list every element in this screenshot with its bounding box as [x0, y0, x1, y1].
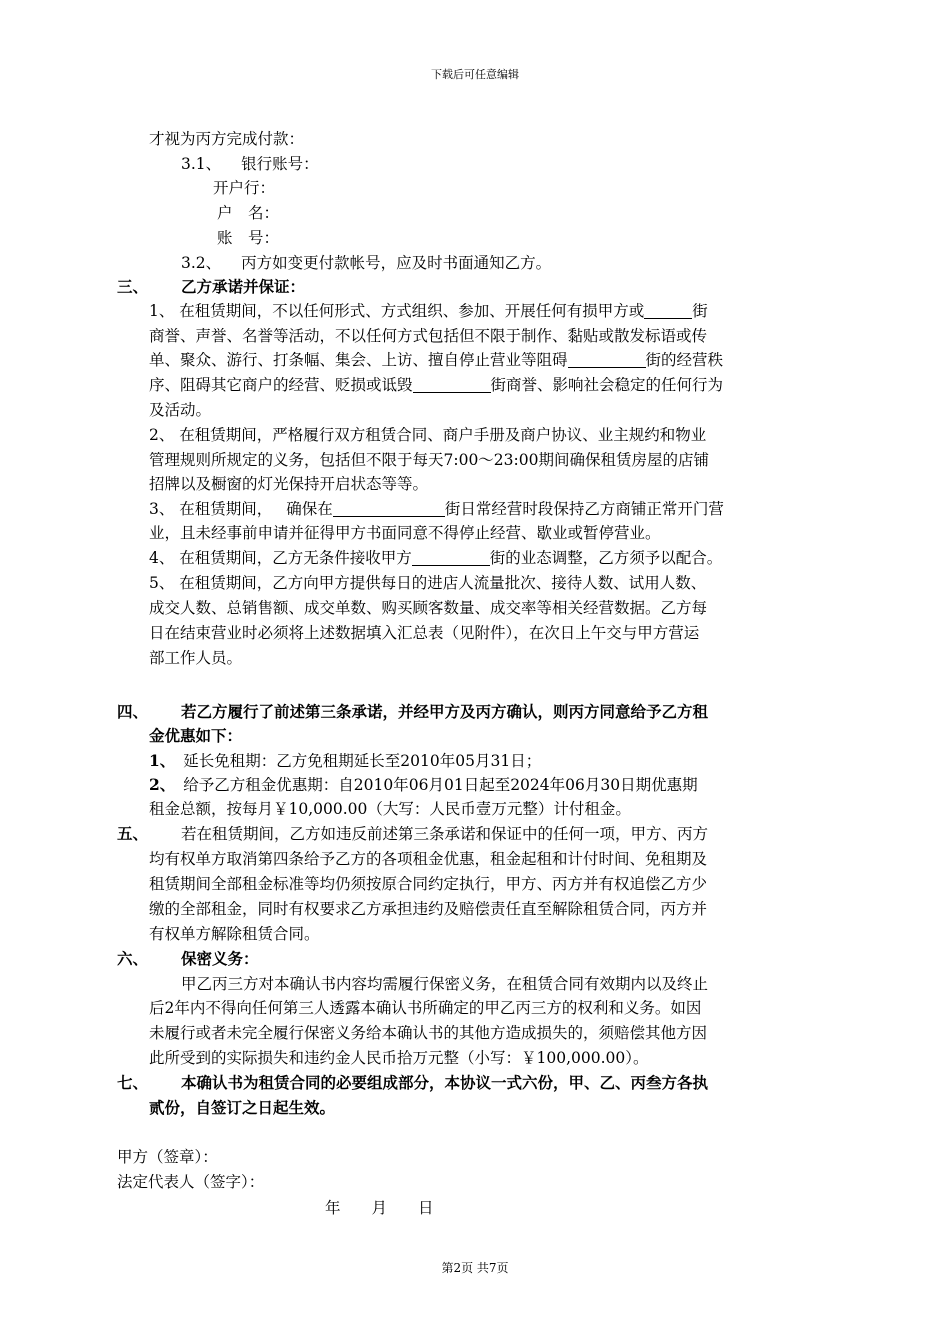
s7-line2: 贰份，自签订之日起生效。 — [149, 1098, 336, 1117]
s6-line4: 此所受到的实际损失和违约金人民币拾万元整（小写：￥100,000.00）。 — [149, 1049, 649, 1067]
s3-p2-line1: 2、 在租赁期间，严格履行双方租赁合同、商户手册及商户协议、业主规约和物业 — [149, 426, 707, 444]
clause-3-2: 3.2、 丙方如变更付款帐号，应及时书面通知乙方。 — [181, 254, 552, 272]
blank-line — [644, 302, 692, 319]
s3-p3-line2: 业，且未经事前申请并征得甲方书面同意不得停止经营、歇业或暂停营业。 — [149, 524, 661, 542]
account-name-label: 户 名： — [217, 204, 280, 222]
section-3-title: 乙方承诺并保证： — [181, 277, 306, 296]
page-footer: 第2页 共7页 — [441, 1261, 509, 1275]
blank-line — [412, 549, 490, 566]
s4-item1: 1、 延长免租期：乙方免租期延长至2010年05月31日； — [149, 751, 542, 770]
s6-line1: 甲乙丙三方对本确认书内容均需履行保密义务，在租赁合同有效期内以及终止 — [181, 975, 709, 993]
s4-item2-line1: 2、 给予乙方租金优惠期：自2010年06月01日起至2024年06月30日期优惠期 — [149, 775, 698, 794]
s4-item2-line2: 租金总额，按每月￥10,000.00（大写：人民币壹万元整）计付租金。 — [149, 800, 631, 818]
legal-rep-signature-label: 法定代表人（签字）： — [117, 1173, 265, 1191]
s3-p1-line3: 单、聚众、游行、打条幅、集会、上访、擅自停止营业等阻碍 街的经营秩 — [149, 351, 724, 369]
blank-line — [568, 351, 646, 368]
s3-p1-line1: 1、 在租赁期间，不以任何形式、方式组织、参加、开展任何有损甲方或 街 — [149, 302, 708, 320]
bank-field-label: 开户行： — [213, 179, 276, 197]
s5-line3: 租赁期间全部租金标准等均仍须按原合同约定执行，甲方、丙方并有权追偿乙方少 — [149, 875, 708, 893]
section-7-number: 七、 — [117, 1073, 149, 1092]
s3-p3-line1: 3、 在租赁期间， 确保在 街日常经营时段保持乙方商铺正常开门营 — [149, 500, 724, 518]
s5-line4: 缴的全部租金，同时有权要求乙方承担违约及赔偿责任直至解除租赁合同，丙方并 — [149, 900, 708, 918]
section-6-number: 六、 — [117, 949, 149, 968]
page-header: 下载后可任意编辑 — [431, 68, 519, 81]
blank-line — [413, 376, 491, 393]
clause-3-1: 3.1、 银行账号： — [181, 155, 319, 173]
s3-p1-line4: 序、阻碍其它商户的经营、贬损或诋毁 街商誉、影响社会稳定的任何行为 — [149, 376, 724, 394]
section-3-number: 三、 — [117, 277, 149, 296]
account-number-label: 账 号： — [217, 229, 280, 247]
s3-p1-line5: 及活动。 — [149, 401, 212, 419]
s3-p5-line3: 日在结束营业时必须将上述数据填入汇总表（见附件），在次日上午交与甲方营运 — [149, 624, 700, 642]
intro-line: 才视为丙方完成付款： — [149, 130, 305, 148]
section-6-title: 保密义务： — [181, 949, 259, 968]
s6-line3: 未履行或者未完全履行保密义务给本确认书的其他方造成损失的，须赔偿其他方因 — [149, 1024, 708, 1042]
section-4-title-line1: 若乙方履行了前述第三条承诺，并经甲方及丙方确认，则丙方同意给予乙方租 — [181, 702, 709, 721]
s3-p1-line2: 商誉、声誉、名誉等活动，不以任何方式包括但不限于制作、黏贴或散发标语或传 — [149, 327, 708, 345]
s3-p2-line2: 管理规则所规定的义务，包括但不限于每天7:00～23:00期间确保租赁房屋的店铺 — [149, 451, 709, 469]
s3-p2-line3: 招牌以及橱窗的灯光保持开启状态等等。 — [149, 475, 429, 493]
s6-line2: 后2年内不得向任何第三人透露本确认书所确定的甲乙丙三方的权利和义务。如因 — [149, 999, 702, 1017]
blank-line — [333, 500, 445, 517]
s3-p5-line4: 部工作人员。 — [149, 649, 243, 667]
party-a-signature-label: 甲方（签章）： — [117, 1148, 218, 1166]
s5-line1: 若在租赁期间，乙方如违反前述第三条承诺和保证中的任何一项，甲方、丙方 — [181, 825, 709, 843]
s3-p5-line2: 成交人数、总销售额、成交单数、购买顾客数量、成交率等相关经营数据。乙方每 — [149, 599, 708, 617]
signing-date: 年 月 日 — [325, 1199, 434, 1217]
s7-line1: 本确认书为租赁合同的必要组成部分，本协议一式六份，甲、乙、丙叁方各执 — [181, 1073, 709, 1092]
s5-line2: 均有权单方取消第四条给予乙方的各项租金优惠，租金起租和计付时间、免租期及 — [149, 850, 708, 868]
section-4-title-line2: 金优惠如下： — [149, 726, 243, 745]
section-4-number: 四、 — [117, 702, 149, 721]
s3-p4-line1: 4、 在租赁期间，乙方无条件接收甲方 街的业态调整，乙方须予以配合。 — [149, 549, 723, 567]
s3-p5-line1: 5、 在租赁期间，乙方向甲方提供每日的进店人流量批次、接待人数、试用人数、 — [149, 574, 707, 592]
s5-line5: 有权单方解除租赁合同。 — [149, 925, 320, 943]
section-5-number: 五、 — [117, 824, 149, 843]
